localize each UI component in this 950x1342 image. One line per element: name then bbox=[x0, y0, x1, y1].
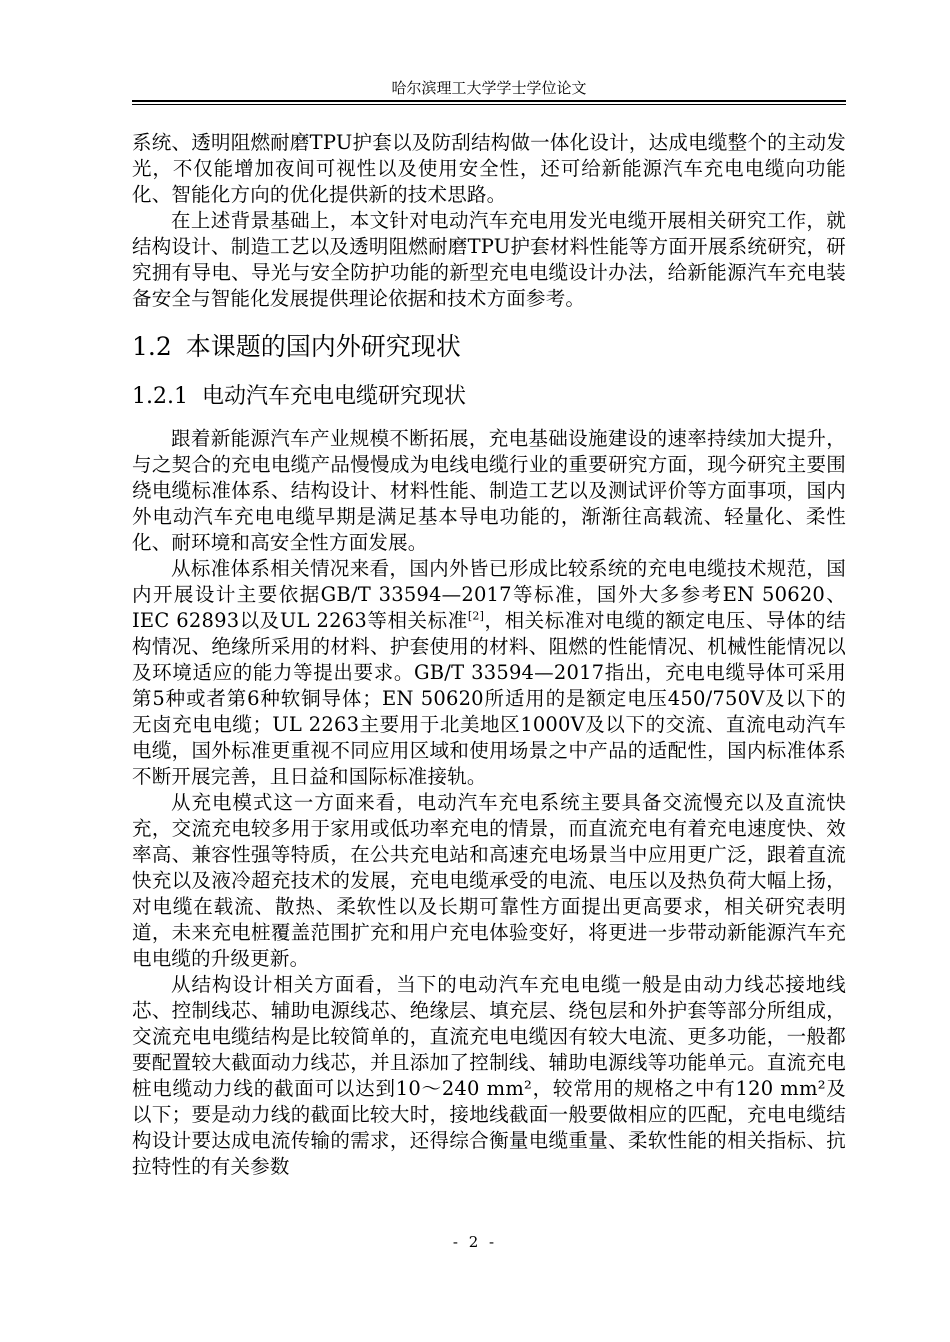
citation-ref: [2] bbox=[467, 609, 485, 623]
page-number: - 2 - bbox=[452, 1233, 498, 1251]
standards-text-a: 从标准体系相关情况来看，国内外皆已形成比较系统的充电电缆技术规范，国内开展设计主要依据GB/T 33594—2017等标准，国外大多参考EN 50620、IEC 62893以及UL 2263等相关标准 bbox=[132, 557, 846, 632]
section-heading bbox=[132, 330, 846, 364]
section-number: 1.2 bbox=[132, 332, 172, 361]
paragraph-charging-mode: 从充电模式这一方面来看，电动汽车充电系统主要具备交流慢充以及直流快充，交流充电较多用于家用或低功率充电的情景，而直流充电有着充电速度快、效率高、兼容性强等特质，在公共充电站和高速充电场景当中应用更广泛，跟着直流快充以及液冷超充技术的发展，充电电缆承受的电流、电压以及热负荷大幅上扬，对电缆在载流、散热、柔软性以及长期可靠性方面提出更高要求，相关研究表明道，未来充电桩覆盖范围扩充和用户充电体验变好，将更进一步带动新能源汽车充电电缆的升级更新。 bbox=[132, 791, 846, 970]
standards-text-b: ，相关标准对电缆的额定电压、导体的结构情况、绝缘所采用的材料、护套使用的材料、阻燃的性能情况、机械性能情况以及环境适应的能力等提出要求。GB/T 33594—2017指出，充电电缆导体可采用第5种或者第6种软铜导体；EN 50620所适用的是额定电压450/750V及以下的无卤充电电缆；UL 2263主要用于北美地区1000V及以下的交流、直流电动汽车电缆，国外标准更重视不同应用区域和使用场景之中产品的适配性，国内标准体系不断开展完善，且日益和国际标准接轨。 bbox=[132, 609, 846, 788]
header-rule-thick bbox=[132, 100, 846, 102]
subsection-title: 电动汽车充电电缆研究现状 bbox=[201, 384, 466, 409]
subsection-heading bbox=[132, 382, 846, 412]
page-body bbox=[132, 130, 846, 1180]
subsection-number: 1.2.1 bbox=[132, 384, 188, 409]
section-title: 本课题的国内外研究现状 bbox=[185, 332, 461, 361]
header-rule-thin bbox=[132, 104, 846, 105]
paragraph-background: 在上述背景基础上，本文针对电动汽车充电用发光电缆开展相关研究工作，就结构设计、制造工艺以及透明阻燃耐磨TPU护套材料性能等方面开展系统研究，研究拥有导电、导光与安全防护功能的新型充电电缆设计办法，给新能源汽车充电装备安全与智能化发展提供理论依据和技术方面参考。 bbox=[132, 209, 846, 310]
paragraph-structure: 从结构设计相关方面看，当下的电动汽车充电电缆一般是由动力线芯接地线芯、控制线芯、辅助电源线芯、绝缘层、填充层、绕包层和外护套等部分所组成，交流充电电缆结构是比较简单的，直流充电电缆因有较大电流、更多功能，一般都要配置较大截面动力线芯，并且添加了控制线、辅助电源线等功能单元。直流充电桩电缆动力线的截面可以达到10～240 mm²，较常用的规格之中有120 mm²及以下；要是动力线的截面比较大时，接地线截面一般要做相应的匹配，充电电缆结构设计要达成电流传输的需求，还得综合衡量电缆重量、柔软性能的相关指标、抗拉特性的有关参数 bbox=[132, 973, 846, 1178]
paragraph-standards bbox=[132, 556, 846, 790]
paragraph-continued: 系统、透明阻燃耐磨TPU护套以及防刮结构做一体化设计，达成电缆整个的主动发光，不仅能增加夜间可视性以及使用安全性，还可给新能源汽车充电电缆向功能化、智能化方向的优化提供新的技术思路。 bbox=[132, 131, 846, 206]
paragraph-industry: 跟着新能源汽车产业规模不断拓展，充电基础设施建设的速率持续加大提升，与之契合的充电电缆产品慢慢成为电线电缆行业的重要研究方面，现今研究主要围绕电缆标准体系、结构设计、材料性能、制造工艺以及测试评价等方面事项，国内外电动汽车充电电缆早期是满足基本导电功能的，渐渐往高载流、轻量化、柔性化、耐环境和高安全性方面发展。 bbox=[132, 427, 846, 554]
running-header: 哈尔滨理工大学学士学位论文 bbox=[391, 79, 587, 97]
